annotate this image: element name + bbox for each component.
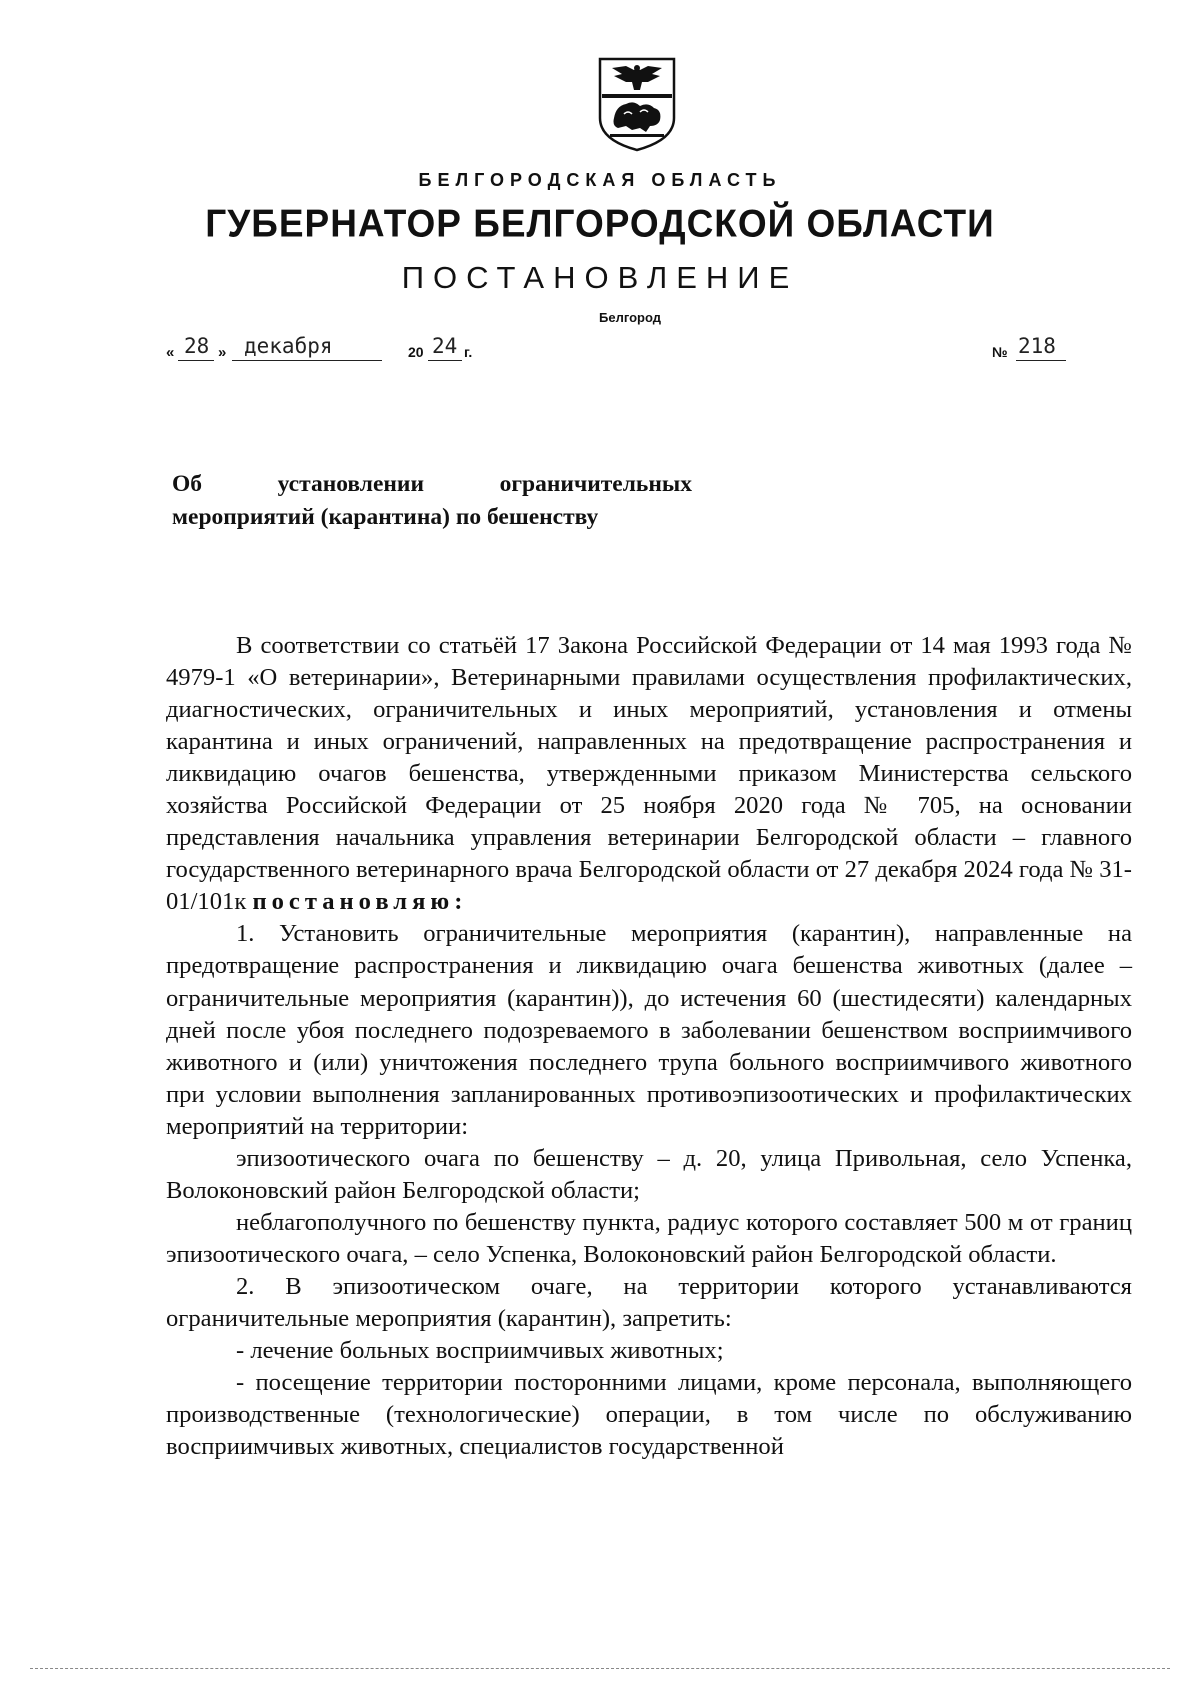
document-number: 218 — [1018, 334, 1056, 358]
paragraph-1b: неблагополучного по бешенству пункта, радиус которого составляет 500 м от границ эпизоотического очага, – село Успенка, Волоконовский район Белгородской области. — [166, 1208, 1132, 1268]
subject-line-1 — [172, 468, 692, 501]
subject-line-2: мероприятий (карантина) по бешенству — [172, 504, 599, 530]
close-quote: » — [218, 344, 227, 361]
paragraph-2a: - лечение больных восприимчивых животных; — [236, 1337, 724, 1365]
city-label: Белгород — [599, 310, 661, 325]
date-year: 24 — [432, 334, 458, 358]
paragraph-2: 2. В эпизоотическом очаге, на территории которого устанавливаются ограничительные мероприятия (карантин), запретить: — [166, 1272, 1132, 1332]
year-underline — [428, 360, 462, 361]
open-quote: « — [166, 344, 175, 361]
year-prefix: 20 — [408, 344, 424, 360]
number-underline — [1016, 360, 1066, 361]
scan-edge-line — [30, 1668, 1170, 1669]
document-body — [166, 630, 1132, 1463]
date-month: декабря — [244, 334, 333, 358]
document-subject — [172, 468, 692, 534]
subject-word: Об — [172, 471, 203, 497]
region-title: БЕЛГОРОДСКАЯ ОБЛАСТЬ — [418, 170, 782, 190]
paragraph-1: 1. Установить ограничительные мероприятия (карантин), направленные на предотвращение распространения и ликвидацию очага бешенства животных (далее – ограничительные мероприятия (карантин)), до истечения 60 (шестидесяти) календарных дней после убоя последнего подозреваемого в заболевании бешенством восприимчивого животного и (или) уничтожения последнего трупа больного восприимчивого животного при условии выполнения запланированных противоэпизоотических и профилактических мероприятий на территории: — [166, 920, 1132, 1140]
subject-word: установлении — [277, 471, 425, 497]
coat-of-arms-icon — [596, 56, 678, 152]
day-underline — [178, 360, 214, 361]
resolve-word: постановляю: — [252, 888, 468, 916]
document-type: ПОСТАНОВЛЕНИЕ — [401, 260, 799, 295]
year-abbr: г. — [464, 344, 473, 360]
paragraph-1a: эпизоотического очага по бешенству – д. 20, улица Привольная, село Успенка, Волоконовский район Белгородской области; — [166, 1144, 1132, 1204]
governor-title: ГУБЕРНАТОР БЕЛГОРОДСКОЙ ОБЛАСТИ — [205, 201, 995, 245]
intro-text: В соответствии со статьёй 17 Закона Российской Федерации от 14 мая 1993 года № 4979-1 «О ветеринарии», Ветеринарными правилами осуществления профилактических, диагностических, ограничительных и иных мероприятий, установления и отмены карантина и иных ограничений, направленных на предотвращение распространения и ликвидацию очагов бешенства, утвержденными приказом Министерства сельского хозяйства Российской Федерации от 25 ноября 2020 года № 705, на основании представления начальника управления ветеринарии Белгородской области – главного государственного ветеринарного врача Белгородской области от 27 декабря 2024 года № 31-01/101к — [166, 632, 1132, 916]
subject-word: ограничительных — [499, 471, 692, 497]
intro-paragraph — [166, 630, 1132, 918]
date-day: 28 — [184, 334, 210, 358]
number-label: № — [992, 344, 1008, 360]
paragraph-2b: - посещение территории посторонними лицами, кроме персонала, выполняющего производственные (технологические) операции, в том числе по обслуживанию восприимчивых животных, специалистов государственной — [166, 1369, 1132, 1461]
month-underline — [232, 360, 382, 361]
dateline — [166, 334, 1066, 368]
